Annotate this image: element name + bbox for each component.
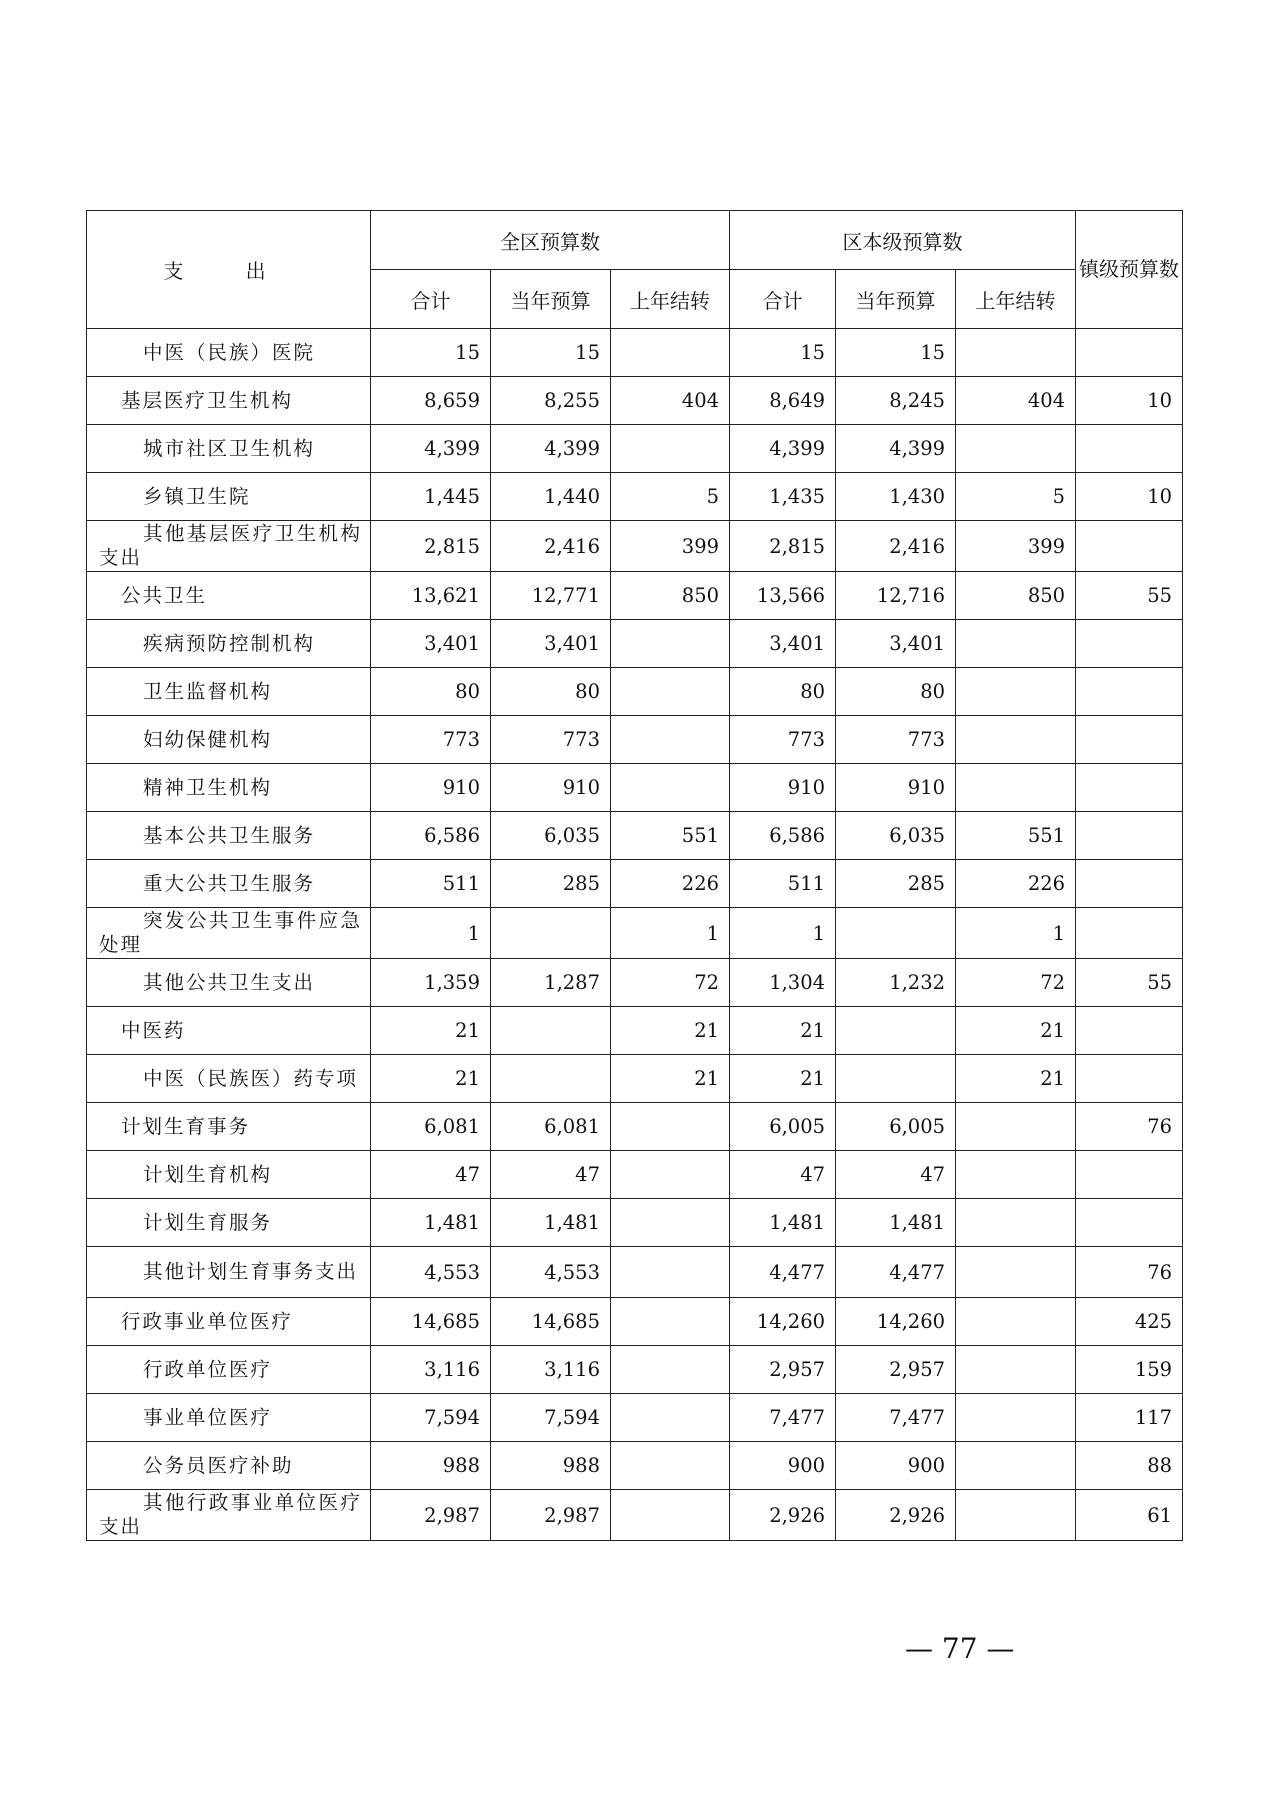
cell-district-total-sum: 80 xyxy=(371,668,491,716)
cell-district-level-sum: 910 xyxy=(730,764,836,812)
cell-district-level-carryover xyxy=(956,1151,1076,1199)
row-name: 其他计划生育事务支出 xyxy=(87,1247,371,1298)
cell-town-level xyxy=(1076,1151,1183,1199)
cell-district-total-sum: 47 xyxy=(371,1151,491,1199)
cell-district-total-sum: 15 xyxy=(371,329,491,377)
cell-district-level-carryover xyxy=(956,1394,1076,1442)
row-name: 行政事业单位医疗 xyxy=(87,1298,371,1346)
cell-district-total-carryover xyxy=(611,1346,730,1394)
cell-district-level-current: 1,232 xyxy=(836,959,956,1007)
cell-district-level-current: 12,716 xyxy=(836,572,956,620)
cell-town-level: 55 xyxy=(1076,959,1183,1007)
cell-district-level-current: 3,401 xyxy=(836,620,956,668)
cell-district-level-carryover: 1 xyxy=(956,908,1076,959)
cell-district-level-carryover xyxy=(956,1490,1076,1541)
cell-district-total-carryover xyxy=(611,1298,730,1346)
cell-district-level-carryover: 404 xyxy=(956,377,1076,425)
cell-district-level-carryover xyxy=(956,329,1076,377)
cell-district-total-carryover: 1 xyxy=(611,908,730,959)
cell-town-level xyxy=(1076,521,1183,572)
cell-district-level-carryover xyxy=(956,716,1076,764)
cell-district-level-sum: 773 xyxy=(730,716,836,764)
cell-district-total-current: 2,416 xyxy=(491,521,611,572)
table-row xyxy=(87,1055,1183,1103)
cell-district-total-sum: 14,685 xyxy=(371,1298,491,1346)
cell-district-total-current: 8,255 xyxy=(491,377,611,425)
cell-district-level-sum: 511 xyxy=(730,860,836,908)
cell-district-total-current: 6,081 xyxy=(491,1103,611,1151)
cell-town-level xyxy=(1076,329,1183,377)
cell-district-total-current xyxy=(491,1055,611,1103)
cell-district-level-carryover xyxy=(956,1442,1076,1490)
cell-district-level-sum: 2,957 xyxy=(730,1346,836,1394)
cell-district-total-sum: 13,621 xyxy=(371,572,491,620)
cell-district-level-sum: 2,926 xyxy=(730,1490,836,1541)
cell-district-total-current: 1,440 xyxy=(491,473,611,521)
cell-district-total-current: 12,771 xyxy=(491,572,611,620)
cell-district-total-carryover xyxy=(611,764,730,812)
cell-district-total-carryover: 21 xyxy=(611,1055,730,1103)
cell-district-level-current: 4,399 xyxy=(836,425,956,473)
cell-district-level-sum: 21 xyxy=(730,1055,836,1103)
header-district-total-carryover: 上年结转 xyxy=(611,270,730,329)
row-name: 疾病预防控制机构 xyxy=(87,620,371,668)
row-name: 城市社区卫生机构 xyxy=(87,425,371,473)
header-district-total-sum: 合计 xyxy=(371,270,491,329)
cell-district-total-current: 2,987 xyxy=(491,1490,611,1541)
cell-district-total-carryover xyxy=(611,1151,730,1199)
cell-district-total-current: 773 xyxy=(491,716,611,764)
cell-district-level-sum: 1 xyxy=(730,908,836,959)
row-name: 重大公共卫生服务 xyxy=(87,860,371,908)
table-row xyxy=(87,764,1183,812)
cell-district-total-carryover: 21 xyxy=(611,1007,730,1055)
header-district-level-current: 当年预算 xyxy=(836,270,956,329)
cell-district-total-current: 6,035 xyxy=(491,812,611,860)
table-row xyxy=(87,1490,1183,1541)
cell-town-level: 88 xyxy=(1076,1442,1183,1490)
cell-district-total-current: 4,399 xyxy=(491,425,611,473)
table-row xyxy=(87,812,1183,860)
cell-town-level: 61 xyxy=(1076,1490,1183,1541)
cell-district-total-carryover: 850 xyxy=(611,572,730,620)
row-name: 其他公共卫生支出 xyxy=(87,959,371,1007)
cell-district-total-current xyxy=(491,908,611,959)
cell-district-level-current xyxy=(836,1007,956,1055)
cell-district-total-current: 14,685 xyxy=(491,1298,611,1346)
cell-district-level-carryover: 399 xyxy=(956,521,1076,572)
cell-town-level xyxy=(1076,764,1183,812)
cell-district-total-sum: 1,359 xyxy=(371,959,491,1007)
cell-district-level-current: 1,430 xyxy=(836,473,956,521)
row-name: 公务员医疗补助 xyxy=(87,1442,371,1490)
cell-town-level xyxy=(1076,620,1183,668)
cell-district-total-sum: 2,987 xyxy=(371,1490,491,1541)
cell-district-level-current xyxy=(836,908,956,959)
table-body xyxy=(87,329,1183,1541)
cell-district-level-carryover: 72 xyxy=(956,959,1076,1007)
table-row xyxy=(87,1247,1183,1298)
row-name: 精神卫生机构 xyxy=(87,764,371,812)
page-number: — 77 — xyxy=(905,1632,1015,1665)
cell-district-total-sum: 910 xyxy=(371,764,491,812)
table-row xyxy=(87,572,1183,620)
cell-district-total-carryover xyxy=(611,1103,730,1151)
cell-district-total-carryover xyxy=(611,1490,730,1541)
cell-district-total-carryover: 404 xyxy=(611,377,730,425)
cell-district-level-sum: 1,435 xyxy=(730,473,836,521)
header-district-level-carryover: 上年结转 xyxy=(956,270,1076,329)
cell-town-level xyxy=(1076,716,1183,764)
cell-town-level: 425 xyxy=(1076,1298,1183,1346)
table-row xyxy=(87,716,1183,764)
cell-district-total-sum: 4,399 xyxy=(371,425,491,473)
cell-district-level-sum: 13,566 xyxy=(730,572,836,620)
cell-town-level: 76 xyxy=(1076,1103,1183,1151)
cell-district-level-carryover: 850 xyxy=(956,572,1076,620)
cell-district-level-current: 910 xyxy=(836,764,956,812)
cell-district-total-sum: 511 xyxy=(371,860,491,908)
cell-town-level: 55 xyxy=(1076,572,1183,620)
cell-district-level-current: 2,416 xyxy=(836,521,956,572)
header-district-total-current: 当年预算 xyxy=(491,270,611,329)
cell-district-total-sum: 6,586 xyxy=(371,812,491,860)
cell-district-level-current: 773 xyxy=(836,716,956,764)
cell-district-total-sum: 1 xyxy=(371,908,491,959)
cell-town-level xyxy=(1076,1055,1183,1103)
cell-district-level-carryover: 21 xyxy=(956,1055,1076,1103)
table-row xyxy=(87,860,1183,908)
cell-district-total-current: 988 xyxy=(491,1442,611,1490)
row-name: 乡镇卫生院 xyxy=(87,473,371,521)
row-name: 其他行政事业单位医疗支出 xyxy=(87,1490,371,1541)
cell-district-level-carryover: 226 xyxy=(956,860,1076,908)
cell-district-level-current: 15 xyxy=(836,329,956,377)
cell-town-level xyxy=(1076,860,1183,908)
cell-district-level-sum: 3,401 xyxy=(730,620,836,668)
cell-district-level-sum: 4,399 xyxy=(730,425,836,473)
cell-district-level-sum: 6,586 xyxy=(730,812,836,860)
row-name: 计划生育事务 xyxy=(87,1103,371,1151)
cell-district-total-sum: 2,815 xyxy=(371,521,491,572)
cell-district-total-sum: 8,659 xyxy=(371,377,491,425)
cell-district-level-current: 1,481 xyxy=(836,1199,956,1247)
cell-district-level-carryover: 5 xyxy=(956,473,1076,521)
cell-town-level xyxy=(1076,668,1183,716)
cell-district-level-carryover xyxy=(956,1247,1076,1298)
table-row xyxy=(87,620,1183,668)
cell-town-level: 159 xyxy=(1076,1346,1183,1394)
row-name: 计划生育机构 xyxy=(87,1151,371,1199)
cell-district-level-current: 80 xyxy=(836,668,956,716)
cell-district-level-sum: 2,815 xyxy=(730,521,836,572)
row-name: 妇幼保健机构 xyxy=(87,716,371,764)
cell-district-level-sum: 900 xyxy=(730,1442,836,1490)
table-row xyxy=(87,1103,1183,1151)
header-expenditure: 支 出 xyxy=(87,211,371,329)
cell-district-level-sum: 14,260 xyxy=(730,1298,836,1346)
cell-district-total-carryover xyxy=(611,1247,730,1298)
cell-district-level-current: 2,926 xyxy=(836,1490,956,1541)
table-row xyxy=(87,425,1183,473)
cell-district-level-carryover xyxy=(956,425,1076,473)
cell-district-level-carryover xyxy=(956,1103,1076,1151)
row-name: 公共卫生 xyxy=(87,572,371,620)
table-row xyxy=(87,1346,1183,1394)
cell-district-level-sum: 7,477 xyxy=(730,1394,836,1442)
cell-district-total-carryover xyxy=(611,1199,730,1247)
table-row xyxy=(87,959,1183,1007)
table-row xyxy=(87,1394,1183,1442)
row-name: 计划生育服务 xyxy=(87,1199,371,1247)
cell-district-total-sum: 3,116 xyxy=(371,1346,491,1394)
cell-town-level xyxy=(1076,1199,1183,1247)
header-district-level-sum: 合计 xyxy=(730,270,836,329)
cell-town-level xyxy=(1076,812,1183,860)
cell-district-total-sum: 21 xyxy=(371,1055,491,1103)
cell-district-total-carryover: 399 xyxy=(611,521,730,572)
cell-district-level-sum: 80 xyxy=(730,668,836,716)
cell-district-level-carryover xyxy=(956,620,1076,668)
row-name: 中医（民族）医院 xyxy=(87,329,371,377)
cell-district-total-sum: 773 xyxy=(371,716,491,764)
cell-district-level-current: 4,477 xyxy=(836,1247,956,1298)
cell-district-total-carryover xyxy=(611,668,730,716)
cell-district-level-carryover xyxy=(956,668,1076,716)
cell-district-total-carryover: 551 xyxy=(611,812,730,860)
cell-district-total-current: 7,594 xyxy=(491,1394,611,1442)
cell-district-total-current: 47 xyxy=(491,1151,611,1199)
cell-district-level-carryover xyxy=(956,1199,1076,1247)
cell-district-total-sum: 988 xyxy=(371,1442,491,1490)
row-name: 卫生监督机构 xyxy=(87,668,371,716)
cell-district-level-current: 6,005 xyxy=(836,1103,956,1151)
table-row xyxy=(87,473,1183,521)
table-row xyxy=(87,668,1183,716)
cell-district-total-carryover: 226 xyxy=(611,860,730,908)
cell-district-total-carryover xyxy=(611,620,730,668)
cell-district-level-carryover xyxy=(956,1346,1076,1394)
cell-district-level-current: 285 xyxy=(836,860,956,908)
cell-district-total-sum: 1,481 xyxy=(371,1199,491,1247)
cell-district-level-current: 47 xyxy=(836,1151,956,1199)
table-row xyxy=(87,1007,1183,1055)
cell-town-level: 117 xyxy=(1076,1394,1183,1442)
cell-district-level-carryover: 21 xyxy=(956,1007,1076,1055)
row-name: 中医药 xyxy=(87,1007,371,1055)
cell-town-level xyxy=(1076,425,1183,473)
table-row xyxy=(87,1151,1183,1199)
budget-table xyxy=(86,210,1183,1541)
table-row xyxy=(87,521,1183,572)
cell-town-level: 10 xyxy=(1076,473,1183,521)
cell-district-level-sum: 1,481 xyxy=(730,1199,836,1247)
cell-district-total-carryover xyxy=(611,1394,730,1442)
cell-town-level: 10 xyxy=(1076,377,1183,425)
cell-district-total-carryover: 72 xyxy=(611,959,730,1007)
table-row xyxy=(87,329,1183,377)
cell-district-total-current: 285 xyxy=(491,860,611,908)
table-row xyxy=(87,1199,1183,1247)
cell-district-total-current: 4,553 xyxy=(491,1247,611,1298)
header-town-level: 镇级预算数 xyxy=(1076,211,1183,329)
cell-town-level xyxy=(1076,908,1183,959)
cell-district-total-sum: 6,081 xyxy=(371,1103,491,1151)
cell-district-total-current: 1,481 xyxy=(491,1199,611,1247)
cell-district-level-current: 6,035 xyxy=(836,812,956,860)
cell-district-total-sum: 7,594 xyxy=(371,1394,491,1442)
cell-district-total-current: 910 xyxy=(491,764,611,812)
row-name: 突发公共卫生事件应急处理 xyxy=(87,908,371,959)
header-district-total: 全区预算数 xyxy=(371,211,730,270)
table-row xyxy=(87,377,1183,425)
cell-district-total-carryover xyxy=(611,716,730,764)
cell-district-total-current: 3,116 xyxy=(491,1346,611,1394)
cell-district-level-carryover xyxy=(956,764,1076,812)
row-name: 行政单位医疗 xyxy=(87,1346,371,1394)
row-name: 中医（民族医）药专项 xyxy=(87,1055,371,1103)
cell-district-total-carryover: 5 xyxy=(611,473,730,521)
cell-district-total-carryover xyxy=(611,329,730,377)
cell-district-level-current: 2,957 xyxy=(836,1346,956,1394)
cell-district-level-sum: 4,477 xyxy=(730,1247,836,1298)
cell-town-level: 76 xyxy=(1076,1247,1183,1298)
table-row xyxy=(87,908,1183,959)
row-name: 事业单位医疗 xyxy=(87,1394,371,1442)
cell-district-total-current xyxy=(491,1007,611,1055)
cell-district-level-carryover: 551 xyxy=(956,812,1076,860)
cell-district-total-current: 15 xyxy=(491,329,611,377)
cell-district-total-sum: 4,553 xyxy=(371,1247,491,1298)
cell-district-level-sum: 15 xyxy=(730,329,836,377)
cell-district-level-sum: 47 xyxy=(730,1151,836,1199)
cell-district-level-sum: 1,304 xyxy=(730,959,836,1007)
cell-district-total-sum: 21 xyxy=(371,1007,491,1055)
cell-district-total-current: 1,287 xyxy=(491,959,611,1007)
cell-district-total-current: 80 xyxy=(491,668,611,716)
cell-district-level-sum: 8,649 xyxy=(730,377,836,425)
cell-district-total-carryover xyxy=(611,425,730,473)
row-name: 其他基层医疗卫生机构支出 xyxy=(87,521,371,572)
cell-district-total-current: 3,401 xyxy=(491,620,611,668)
row-name: 基层医疗卫生机构 xyxy=(87,377,371,425)
cell-district-level-sum: 6,005 xyxy=(730,1103,836,1151)
cell-district-level-current: 14,260 xyxy=(836,1298,956,1346)
cell-district-level-current xyxy=(836,1055,956,1103)
cell-district-level-current: 900 xyxy=(836,1442,956,1490)
cell-district-total-sum: 1,445 xyxy=(371,473,491,521)
table-row xyxy=(87,1298,1183,1346)
cell-district-level-current: 8,245 xyxy=(836,377,956,425)
cell-district-total-carryover xyxy=(611,1442,730,1490)
header-district-level: 区本级预算数 xyxy=(730,211,1076,270)
table-row xyxy=(87,1442,1183,1490)
cell-district-level-sum: 21 xyxy=(730,1007,836,1055)
cell-town-level xyxy=(1076,1007,1183,1055)
row-name: 基本公共卫生服务 xyxy=(87,812,371,860)
cell-district-level-carryover xyxy=(956,1298,1076,1346)
cell-district-total-sum: 3,401 xyxy=(371,620,491,668)
cell-district-level-current: 7,477 xyxy=(836,1394,956,1442)
